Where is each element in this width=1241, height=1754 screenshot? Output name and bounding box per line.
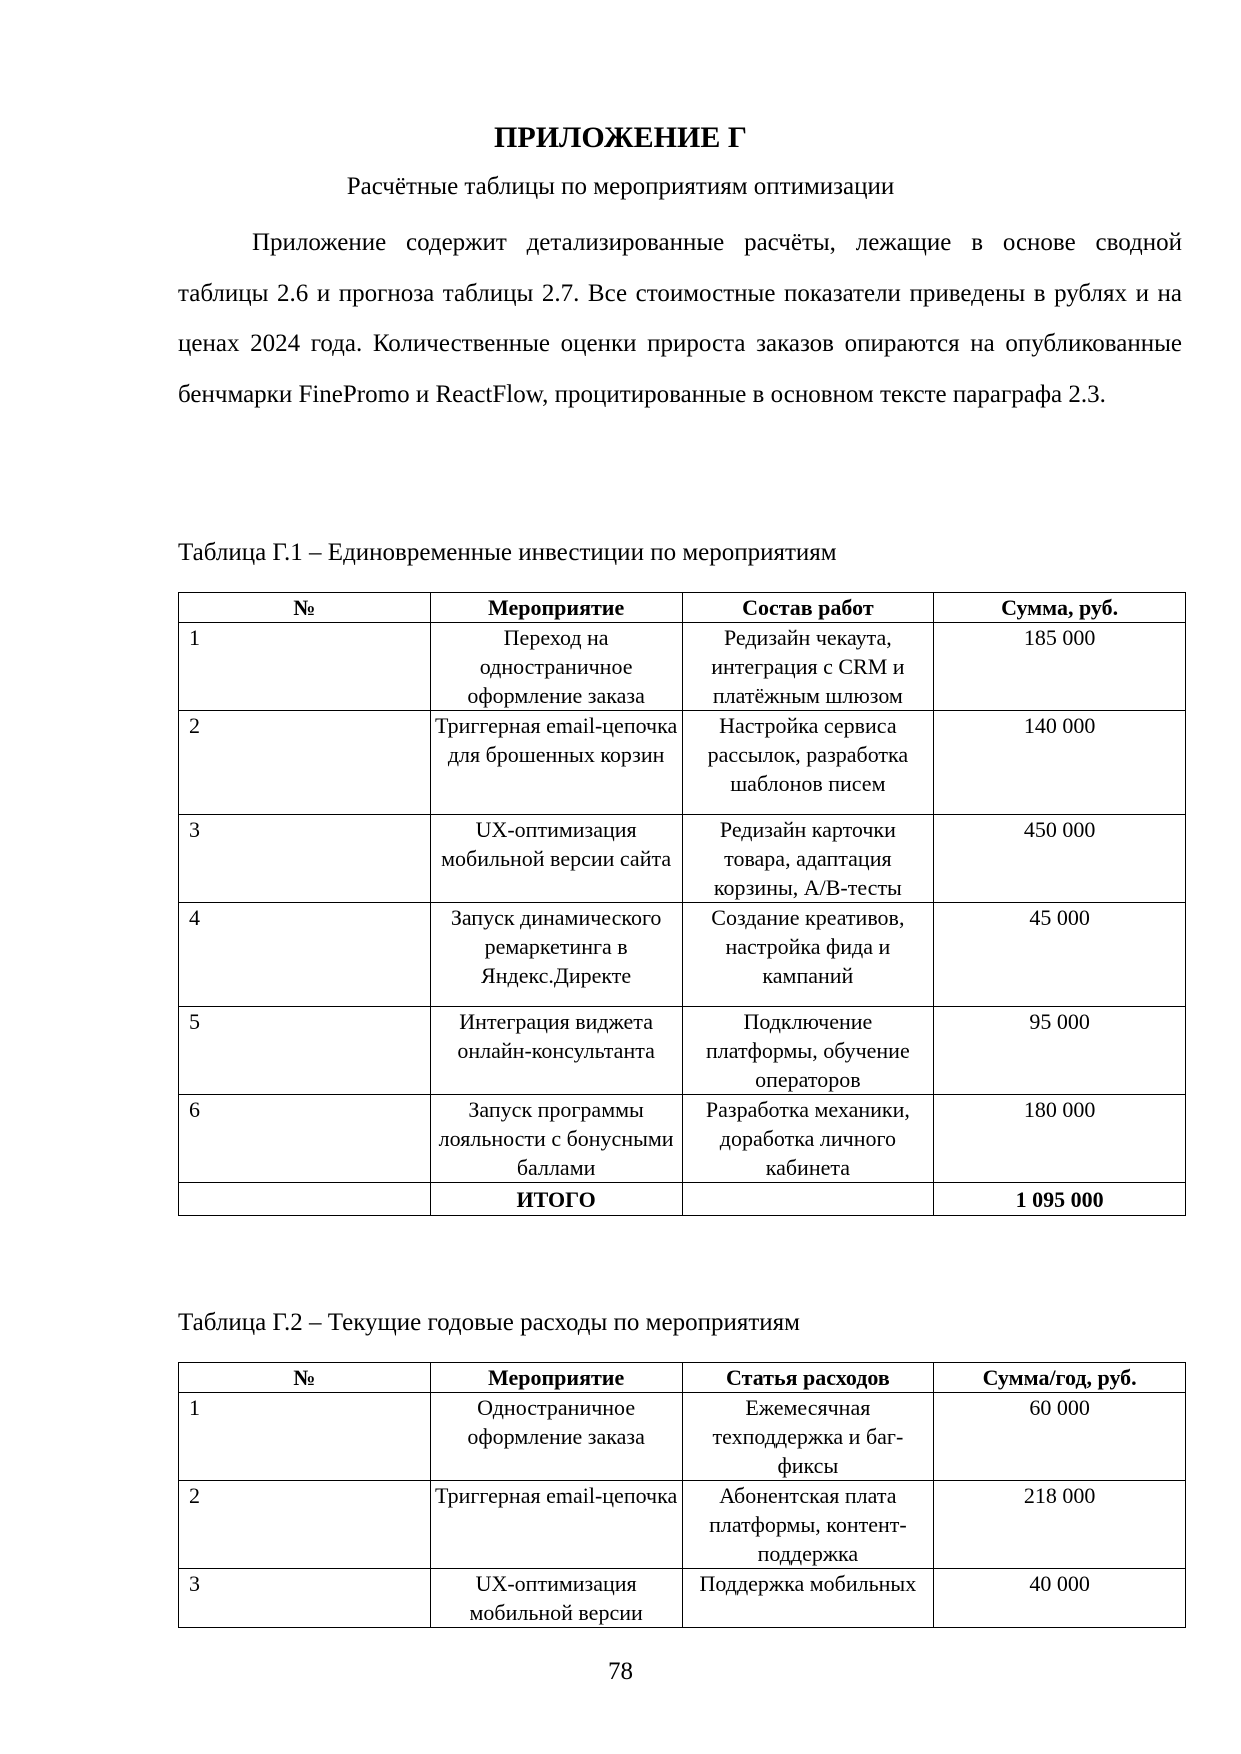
table-row [179,1095,1186,1183]
total-value: 1 095 000 [934,1183,1186,1216]
appendix-subheading: Расчётные таблицы по мероприятиям оптимизации [346,173,895,200]
table1-total-row [179,1183,1186,1216]
activity-cell: Триггерная email-цепочка для брошенных корзин [430,711,682,815]
intro-paragraph: Приложение содержит детализированные расчёты, лежащие в основе сводной таблицы 2.6 и прогноза таблицы 2.7. Все стоимостные показатели приведены в рублях и на ценах 2024 года. Количественные оценки прироста заказов опираются на опубликованные бенчмарки FinePromo и ReactFlow, процитированные в основном тексте параграфа 2.3. [178,229,1182,408]
table1-header-row [179,593,1186,623]
empty-cell [682,1183,934,1216]
column-header: № [179,1363,431,1393]
page-number: 78 [608,1658,633,1685]
table-row [179,711,1186,815]
row-number: 2 [179,1481,431,1569]
table1-caption: Таблица Г.1 – Единовременные инвестиции по мероприятиям [178,539,837,566]
row-number: 1 [179,1393,431,1481]
activity-cell: Интеграция виджета онлайн-консультанта [430,1007,682,1095]
amount-cell: 45 000 [934,903,1186,1007]
activity-cell: Триггерная email-цепочка [430,1481,682,1569]
column-header: Сумма, руб. [934,593,1186,623]
table-row [179,815,1186,903]
table1-investments [178,592,1186,1216]
amount-cell: 60 000 [934,1393,1186,1481]
row-number: 3 [179,1569,431,1628]
amount-cell: 218 000 [934,1481,1186,1569]
table-row [179,623,1186,711]
activity-cell: Запуск программы лояльности с бонусными баллами [430,1095,682,1183]
amount-cell: 95 000 [934,1007,1186,1095]
activity-cell: Запуск динамического ремаркетинга в Яндекс.Директе [430,903,682,1007]
column-header: № [179,593,431,623]
row-number: 2 [179,711,431,815]
column-header: Статья расходов [682,1363,934,1393]
expense-item-cell: Ежемесячная техподдержка и баг-фиксы [682,1393,934,1481]
table2-caption: Таблица Г.2 – Текущие годовые расходы по мероприятиям [178,1309,800,1336]
amount-cell: 450 000 [934,815,1186,903]
empty-cell [179,1183,431,1216]
work-scope-cell: Подключение платформы, обучение операторов [682,1007,934,1095]
row-number: 5 [179,1007,431,1095]
table-row [179,1481,1186,1569]
work-scope-cell: Настройка сервиса рассылок, разработка шаблонов писем [682,711,934,815]
activity-cell: Переход на одностраничное оформление заказа [430,623,682,711]
table-row [179,1393,1186,1481]
activity-cell: UX-оптимизация мобильной версии [430,1569,682,1628]
amount-cell: 140 000 [934,711,1186,815]
table-row [179,903,1186,1007]
work-scope-cell: Создание креативов, настройка фида и кампаний [682,903,934,1007]
table2-annual-costs [178,1362,1186,1628]
column-header: Мероприятие [430,593,682,623]
column-header: Сумма/год, руб. [934,1363,1186,1393]
activity-cell: Одностраничное оформление заказа [430,1393,682,1481]
work-scope-cell: Редизайн карточки товара, адаптация корзины, A/B-тесты [682,815,934,903]
appendix-heading: ПРИЛОЖЕНИЕ Г [494,121,747,154]
column-header: Мероприятие [430,1363,682,1393]
expense-item-cell: Абонентская плата платформы, контент-поддержка [682,1481,934,1569]
row-number: 4 [179,903,431,1007]
work-scope-cell: Редизайн чекаута, интеграция с CRM и платёжным шлюзом [682,623,934,711]
row-number: 6 [179,1095,431,1183]
amount-cell: 40 000 [934,1569,1186,1628]
expense-item-cell: Поддержка мобильных [682,1569,934,1628]
amount-cell: 180 000 [934,1095,1186,1183]
amount-cell: 185 000 [934,623,1186,711]
row-number: 3 [179,815,431,903]
row-number: 1 [179,623,431,711]
table-row [179,1007,1186,1095]
column-header: Состав работ [682,593,934,623]
activity-cell: UX-оптимизация мобильной версии сайта [430,815,682,903]
total-label: ИТОГО [430,1183,682,1216]
table-row [179,1569,1186,1628]
work-scope-cell: Разработка механики, доработка личного кабинета [682,1095,934,1183]
table2-header-row [179,1363,1186,1393]
